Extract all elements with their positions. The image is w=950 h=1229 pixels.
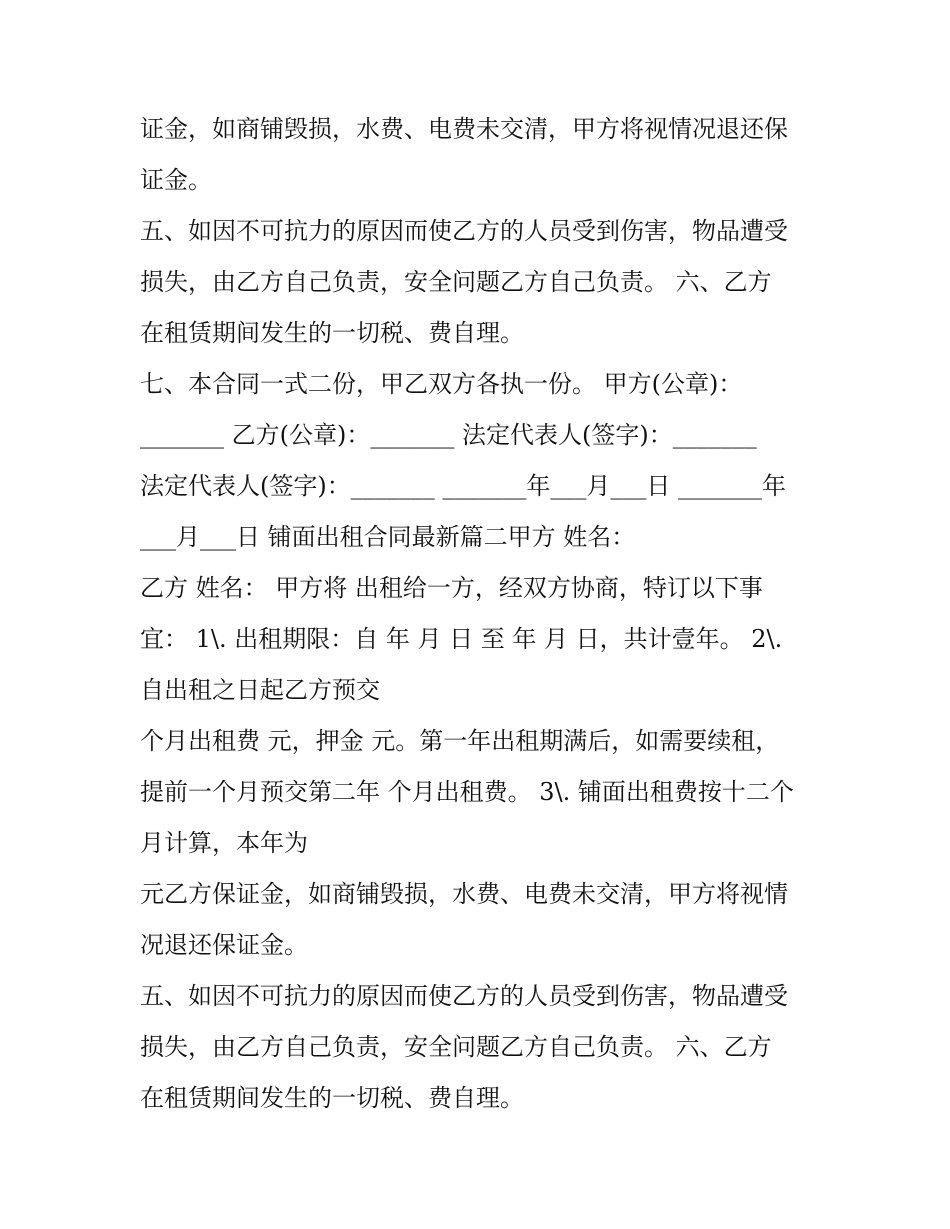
- text-line: _______ 乙方(公章)：_______ 法定代表人(签字)：_______: [140, 421, 757, 449]
- text-line: 损失，由乙方自己负责，安全问题乙方自己负责。 六、乙方: [140, 268, 772, 296]
- text-line: 自出租之日起乙方预交: [140, 676, 380, 704]
- text-line: 损失，由乙方自己负责，安全问题乙方自己负责。 六、乙方: [140, 1033, 772, 1061]
- text-line: 在租赁期间发生的一切税、费自理。: [140, 1084, 524, 1112]
- text-line: 乙方 姓名： 甲方将 出租给一方，经双方协商，特订以下事: [140, 574, 763, 602]
- text-line: 个月出租费 元，押金 元。第一年出租期满后，如需要续租，: [140, 727, 780, 755]
- text-line: 证金。: [140, 166, 212, 194]
- text-line: 况退还保证金。: [140, 931, 308, 959]
- text-line: 在租赁期间发生的一切税、费自理。: [140, 319, 524, 347]
- text-line: 月计算，本年为: [140, 829, 308, 857]
- text-line: 宜： 1\. 出租期限：自 年 月 日 至 年 月 日，共计壹年。 2\.: [140, 625, 783, 653]
- text-line: ___月___日 铺面出租合同最新篇二甲方 姓名：: [140, 523, 636, 551]
- document-body: [140, 104, 820, 1124]
- text-line: 元乙方保证金，如商铺毁损，水费、电费未交清，甲方将视情: [140, 880, 788, 908]
- text-line: 七、本合同一式二份，甲乙双方各执一份。 甲方(公章)：: [140, 370, 743, 398]
- text-line: 五、如因不可抗力的原因而使乙方的人员受到伤害，物品遭受: [140, 982, 788, 1010]
- text-line: 法定代表人(签字)：_______ _______年___月___日 _______年: [140, 472, 786, 500]
- text-line: 提前一个月预交第二年 个月出租费。 3\. 铺面出租费按十二个: [140, 778, 794, 806]
- text-line: 证金，如商铺毁损，水费、电费未交清，甲方将视情况退还保: [140, 115, 788, 143]
- text-line: 五、如因不可抗力的原因而使乙方的人员受到伤害，物品遭受: [140, 217, 788, 245]
